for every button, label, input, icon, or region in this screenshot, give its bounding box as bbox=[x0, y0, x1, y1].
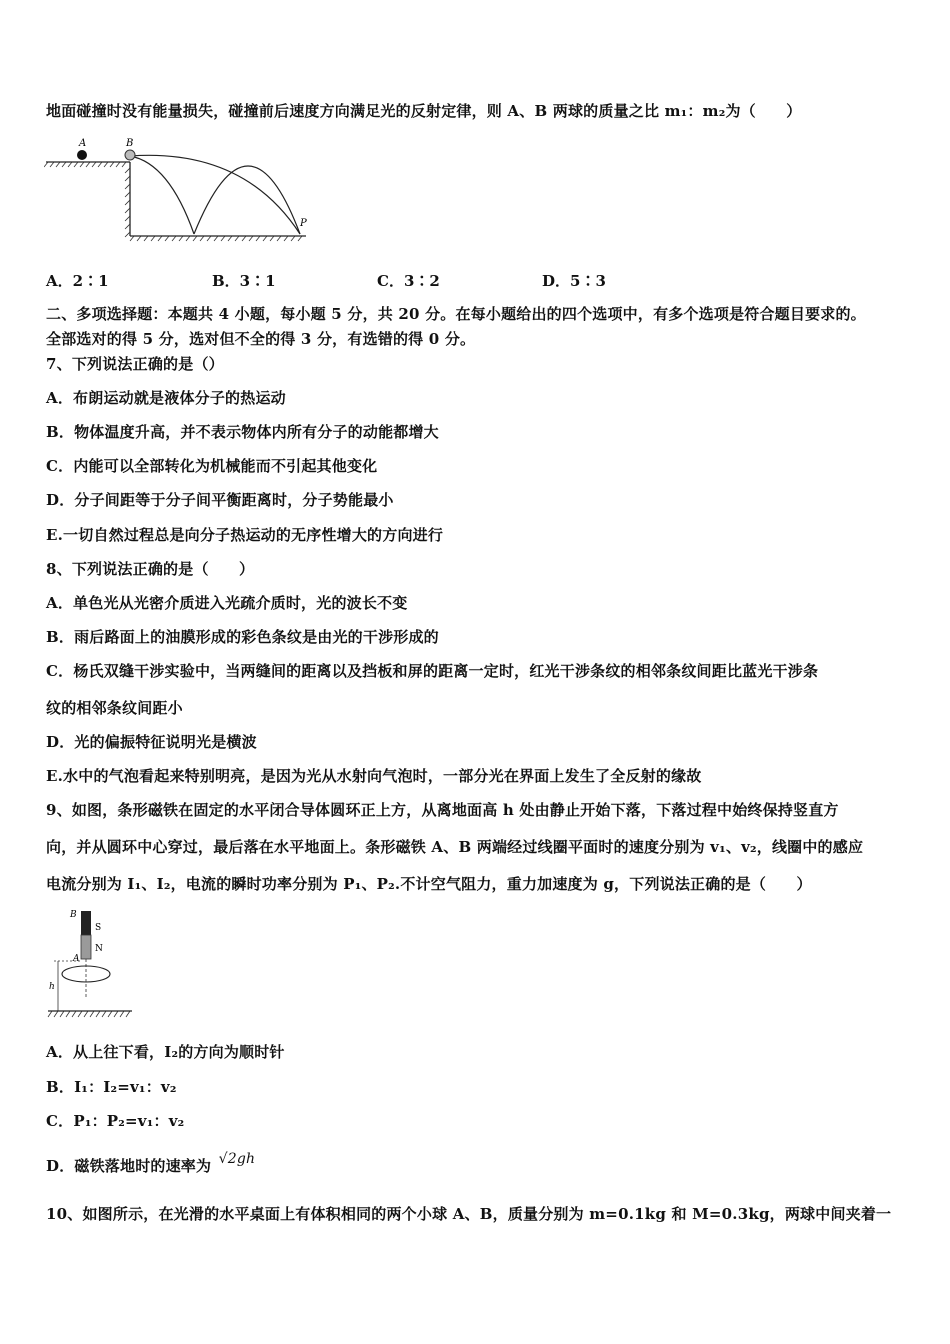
ball-b bbox=[125, 150, 135, 160]
section2-heading-line2: 全部选对的得 5 分，选对但不全的得 3 分，有选错的得 0 分。 bbox=[46, 330, 476, 348]
q6-option-c[interactable]: C．3∶2 bbox=[377, 272, 440, 290]
q10-stem-line1: 10、如图所示，在光滑的水平桌面上有体积相同的两个小球 A、B，质量分别为 m=0.1kg 和 M=0.3kg，两球中间夹着一 bbox=[46, 1205, 892, 1223]
hatch-ground bbox=[48, 1011, 130, 1017]
q9-option-c[interactable]: C．P₁：P₂=v₁：v₂ bbox=[46, 1112, 185, 1130]
q7-option-c[interactable]: C．内能可以全部转化为机械能而不引起其他变化 bbox=[46, 457, 378, 475]
magnet-top bbox=[81, 911, 91, 935]
q8-option-c-line1[interactable]: C．杨氏双缝干涉实验中，当两缝间的距离以及挡板和屏的距离一定时，红光干涉条纹的相邻条纹间距比蓝光干涉条 bbox=[46, 662, 819, 680]
hatch-wall bbox=[125, 168, 130, 237]
q9-option-d-formula: √2gh bbox=[218, 1151, 256, 1167]
label-n: N bbox=[95, 944, 103, 954]
trajectory-a-bounce-2 bbox=[194, 166, 300, 234]
q8-option-b[interactable]: B．雨后路面上的油膜形成的彩色条纹是由光的干涉形成的 bbox=[46, 628, 439, 646]
q9-stem-line2: 向，并从圆环中心穿过，最后落在水平地面上。条形磁铁 A、B 两端经过线圈平面时的速度分别为 v₁、v₂，线圈中的感应 bbox=[46, 838, 864, 856]
label-h: h bbox=[49, 982, 55, 992]
label-s: S bbox=[95, 923, 102, 933]
q8-option-e[interactable]: E.水中的气泡看起来特别明亮，是因为光从水射向气泡时，一部分光在界面上发生了全反射的缘故 bbox=[46, 767, 702, 785]
q9-option-a[interactable]: A．从上往下看，I₂的方向为顺时针 bbox=[46, 1043, 285, 1061]
q7-stem: 7、下列说法正确的是（） bbox=[46, 355, 224, 373]
q9-option-d-text: D．磁铁落地时的速率为 bbox=[46, 1157, 212, 1175]
magnet-bottom bbox=[81, 935, 91, 959]
q9-stem-line1: 9、如图，条形磁铁在固定的水平闭合导体圆环正上方，从离地面高 h 处由静止开始下落，下落过程中始终保持竖直方 bbox=[46, 801, 839, 819]
q6-option-b[interactable]: B．3∶1 bbox=[212, 272, 276, 290]
q6-option-a[interactable]: A．2∶1 bbox=[46, 272, 109, 290]
label-a: A bbox=[73, 954, 80, 964]
label-p: P bbox=[300, 218, 307, 229]
q8-stem: 8、下列说法正确的是（ ） bbox=[46, 560, 255, 578]
q9-option-b[interactable]: B．I₁：I₂=v₁：v₂ bbox=[46, 1078, 177, 1096]
section2-heading-line1: 二、多项选择题：本题共 4 小题，每小题 5 分，共 20 分。在每小题给出的四个选项中，有多个选项是符合题目要求的。 bbox=[46, 305, 866, 323]
q7-option-e[interactable]: E.一切自然过程总是向分子热运动的无序性增大的方向进行 bbox=[46, 526, 444, 544]
hatch-floor bbox=[130, 236, 302, 241]
q9-stem-line3: 电流分别为 I₁、I₂，电流的瞬时功率分别为 P₁、P₂.不计空气阻力，重力加速度为 g，下列说法正确的是（ ） bbox=[46, 875, 812, 893]
q8-option-d[interactable]: D．光的偏振特征说明光是横波 bbox=[46, 733, 257, 751]
q7-option-a[interactable]: A．布朗运动就是液体分子的热运动 bbox=[46, 389, 286, 407]
q7-option-b[interactable]: B．物体温度升高，并不表示物体内所有分子的动能都增大 bbox=[46, 423, 439, 441]
q9-option-d[interactable] bbox=[46, 1151, 256, 1177]
q7-option-d[interactable]: D．分子间距等于分子间平衡距离时，分子势能最小 bbox=[46, 491, 394, 509]
label-b: B bbox=[70, 910, 77, 920]
q6-stem-tail: 地面碰撞时没有能量损失，碰撞前后速度方向满足光的反射定律，则 A、B 两球的质量之比 m₁：m₂为（ ） bbox=[46, 102, 802, 120]
q8-option-c-line2[interactable]: 纹的相邻条纹间距小 bbox=[46, 699, 183, 717]
q6-option-d[interactable]: D．5∶3 bbox=[542, 272, 606, 290]
trajectory-b-direct bbox=[130, 155, 300, 234]
trajectory-a-bounce-1 bbox=[130, 156, 194, 234]
q9-figure bbox=[44, 905, 140, 1025]
label-a: A bbox=[79, 138, 87, 149]
q6-figure bbox=[44, 138, 316, 244]
ball-a bbox=[77, 150, 87, 160]
q8-option-a[interactable]: A．单色光从光密介质进入光疏介质时，光的波长不变 bbox=[46, 594, 408, 612]
hatch-top bbox=[44, 162, 126, 167]
label-b: B bbox=[126, 138, 134, 149]
